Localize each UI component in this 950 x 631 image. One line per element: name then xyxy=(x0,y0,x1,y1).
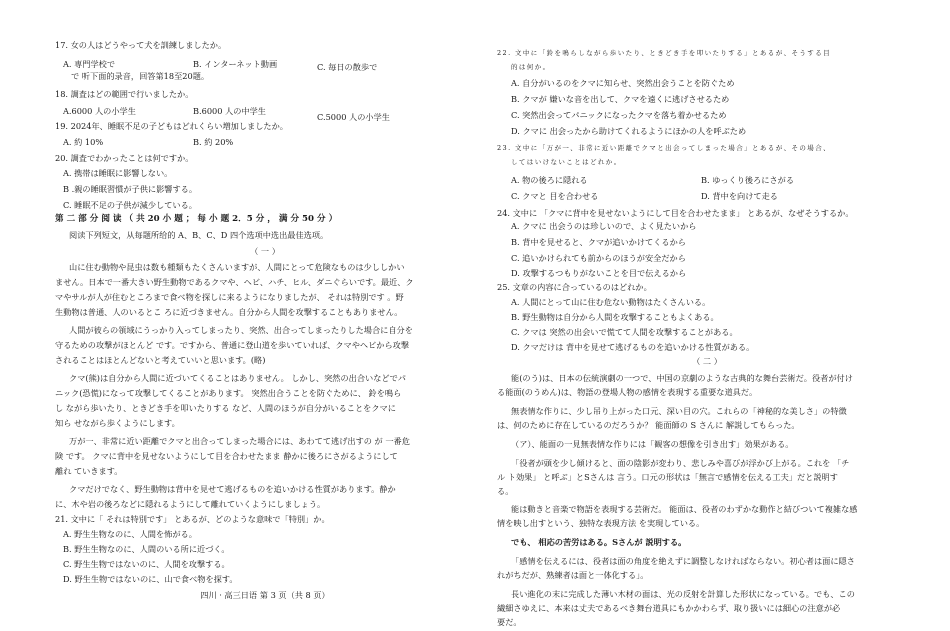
passage2-line: でも、 相応の苦労はある。Sさんが 説明する。 xyxy=(511,537,687,547)
q22-question: 22. 文中に「鈴を鳴らしながら歩いたり、ときどき手を叩いたりする」とあるが、そうする目 xyxy=(497,49,832,57)
q23-option-a: A. 物の後ろに隠れる xyxy=(511,175,588,185)
q24-option-a: A. クマに 出会うのは珍しいので、よく見たいから xyxy=(511,221,697,231)
q21-option-b: B. 野生生物なのに、人間のいる所に近づく。 xyxy=(63,544,230,554)
q23-option-d: D. 背中を向けて走る xyxy=(701,191,778,201)
passage2-line: 無表情な作りに、少し吊り上がった口元、深い目の穴。これらの「神秘的な美しさ」の特徴 xyxy=(511,406,847,416)
passage2-line: 要だ。 xyxy=(497,617,522,627)
q22-question-cont: 的は何か。 xyxy=(511,63,551,71)
passage1-line: クマ(熊)は自分から人間に近づいてくることはありません。 しかし、突然の出合いなどでパ xyxy=(69,373,406,383)
passage2-line: は、何のために存在しているのだろうか？ 能面師の S さんに 解説してもらった。 xyxy=(497,420,800,430)
passage1-line: 生動物は普通、人のいるとこ ろに近づきません。自分から人間を攻撃することもありません。 xyxy=(55,307,403,317)
passage2-label: （ 二 ） xyxy=(692,356,722,366)
q21-question: 21. 文中に「 それは特別です」 とあるが、どのような意味で「特別」か。 xyxy=(55,514,330,524)
q21-option-d: D. 野生生物ではないのに、山で食べ物を探す。 xyxy=(63,574,238,584)
q17-option-b: B. インターネット動画 xyxy=(193,59,278,69)
q18-option-b: B.6000 人の中学生 xyxy=(193,106,266,116)
passage1-line: ニック(恐慌)になって攻撃してくることがあります。 突然出合うことを防ぐために、 鈴を鳴ら xyxy=(55,388,402,398)
q25-question: 25. 文章の内容に合っているのはどれか。 xyxy=(497,282,652,292)
q25-option-d: D. クマだけは 背中を見せて逃げるものを追いかける性質がある。 xyxy=(511,342,755,352)
passage1-label: （ 一 ） xyxy=(250,246,280,256)
q21-option-a: A. 野生生物なのに、人間を怖がる。 xyxy=(63,529,197,539)
q22-option-c: C. 突然出会ってパニックになったクマを落ち着かせるため xyxy=(511,110,727,120)
q17-option-a: A. 専門学校で xyxy=(63,59,116,69)
q24-option-c: C. 追いかけられても前からのほうが安全だから xyxy=(511,253,686,263)
q20-option-b: B .親の睡眠習慣が子供に影響する。 xyxy=(63,184,198,194)
passage2-line: 能(のう)は、日本の伝統演劇の一つで、中国の京劇のような古典的な舞台芸術だ。役者が付け xyxy=(511,373,853,383)
passage2-line: る。 xyxy=(497,486,514,496)
passage2-line: 長い進化の末に完成した薄い木材の面は、光の反射を計算した形状になっている。でも、この xyxy=(511,589,855,599)
q25-option-c: C. クマは 突然の出会いで慌てて人間を攻撃することがある。 xyxy=(511,327,738,337)
passage2-line: れがちだが、熟練者は面と一体化する」。 xyxy=(497,570,649,580)
passage1-line: マやサルが人が住むところまで食べ物を探しに来るようになりましたが、 それは特別です 。野 xyxy=(55,292,404,302)
passage1-line: クマだけでなく、野生動物は背中を見せて逃げるものを追いかける性質があります。静か xyxy=(69,484,396,494)
q18-question: 18. 調査はどの範囲で行いましたか。 xyxy=(55,89,194,99)
passage1-line: 知ら せながら歩くようにします。 xyxy=(55,418,180,428)
q19-option-b: B. 約 20% xyxy=(193,137,234,147)
right-column xyxy=(497,0,917,631)
q25-option-b: B. 野生動物は自分から人間を攻撃することもよくある。 xyxy=(511,312,719,322)
q17-option-c: C. 毎日の散歩で xyxy=(317,62,378,72)
passage1-line: 山に住む動物や昆虫は数も種類もたくさんいますが、人間にとって危険なものは少ししかい xyxy=(69,262,405,272)
page-footer: 四川 · 高三日语 第 3 页（共 8 页） xyxy=(200,590,330,600)
passage1-line: 万が一、非常に近い距離でクマと出合ってしまった場合には、あわてて逃げ出すの が 一番危 xyxy=(69,436,410,446)
q24-question: 24. 文中に 「クマに背中を見せないようにして目を合わせたまま」 とあるが、なぜそうするか。 xyxy=(497,208,854,218)
listening-note: で 听下面的录音，回答第18至20题。 xyxy=(71,71,210,81)
q18-option-a: A.6000 人の小学生 xyxy=(63,106,136,116)
q22-option-d: D. クマに 出会ったから助けてくれるようにほかの人を呼ぶため xyxy=(511,126,747,136)
passage1-line: 険 です。 クマに背中を見せないようにして目を合わせたまま 静かに後ろにさがるようにして xyxy=(55,451,398,461)
q23-question-cont: してはいけないことはどれか。 xyxy=(511,158,622,166)
passage2-line: 「役者が頭を少し傾けると、面の陰影が変わり、悲しみや喜びが浮かび上がる。これを 「チ xyxy=(511,458,850,468)
q20-option-c: C. 睡眠不足の子供が減少している。 xyxy=(63,200,197,210)
passage2-line: 能は動きと音楽で物語を表現する芸術だ。 能面は、役者のわずかな動作と結びついて複雑な感 xyxy=(511,504,858,514)
passage2-line: 繊細さゆえに、本来は丈夫であるべき舞台道具にもかかわらず、取り扱いには細心の注意が必 xyxy=(497,603,841,613)
passage1-line: 人間が彼らの領域にうっかり入ってしまったり、突然、出合ってしまったりした場合に自分を xyxy=(69,325,413,335)
passage2-line: ル ト効果」 と呼ぶ」とSさんは 言う。口元の形状は「無言で感情を伝える工夫」だと説明す xyxy=(497,472,838,482)
q23-option-c: C. クマと 目を合わせる xyxy=(511,191,599,201)
q24-option-d: D. 攻撃するつもりがないことを目で伝えるから xyxy=(511,268,687,278)
q24-option-b: B. 背中を見せると、クマが追いかけてくるから xyxy=(511,237,686,247)
passage1-line: に、木や岩の後ろなどに隠れるようにして離れていくようにしましょう。 xyxy=(55,499,326,509)
passage2-line: る能面(のうめん)は、物語の登場人物の感情を表現する重要な道具だ。 xyxy=(497,387,758,397)
q18-option-c: C.5000 人の小学生 xyxy=(317,112,390,122)
passage1-line: されることはほとんどないと考えていいと思います。(略) xyxy=(55,355,266,365)
q20-option-a: A. 携帯は睡眠に影響しない。 xyxy=(63,168,173,178)
passage1-line: し ながら歩いたり、ときどき手を叩いたりする など、人間のほうが自分がいることをクマに xyxy=(55,403,396,413)
q19-option-a: A. 約 10% xyxy=(63,137,104,147)
q21-option-c: C. 野生生物ではないのに、人間を攻撃する。 xyxy=(63,559,230,569)
q23-option-b: B. ゆっくり後ろにさがる xyxy=(701,175,795,185)
q23-question: 23. 文中に「万が一、非常に近い距離でクマと出会ってしまった場合」とあるが、その場合、 xyxy=(497,144,832,152)
passage2-line: （ア）、能面の一見無表情な作りには「観客の想像を引き出す」効果がある。 xyxy=(511,439,794,449)
passage1-line: 離れ ていきます。 xyxy=(55,466,123,476)
passage2-line: 「感情を伝えるには、役者は面の角度を絶えずに調整しなければならない。初心者は面に隠さ xyxy=(511,556,855,566)
q20-question: 20. 調査でわかったことは何ですか。 xyxy=(55,153,194,163)
q25-option-a: A. 人間にとって山に住む危ない動物はたくさんいる。 xyxy=(511,297,711,307)
section-instruction: 阅读下列短文，从每题所给的 A、B、C、D 四个选项中选出最佳选项。 xyxy=(69,230,329,240)
q22-option-b: B. クマが 嫌いな音を出して、クマを遠くに逃げさせるため xyxy=(511,94,730,104)
left-column xyxy=(55,0,475,631)
passage2-line: 情を映し出すという、独特な表現方法 を実現している。 xyxy=(497,518,705,528)
q22-option-a: A. 自分がいるのをクマに知らせ、突然出会うことを防ぐため xyxy=(511,78,735,88)
passage1-line: ません。日本で一番大きい野生動物であるクマや、ヘビ、ハチ、ヒル、ダニぐらいです。最近、ク xyxy=(55,277,414,287)
section-title: 第 二 部 分 阅 读 （ 共 20 小 题 ； 每 小 题 2．5 分 ， 满 分 50 分 ） xyxy=(55,214,338,224)
passage1-line: 守るための攻撃がほとんど です。ですから、普通に登山道を歩いていれば、クマやヘビから攻撃 xyxy=(55,340,410,350)
q17-question: 17. 女の人はどうやって犬を訓練しましたか。 xyxy=(55,40,227,50)
q19-question: 19. 2024年、睡眠不足の子どもはどれくらい増加しましたか。 xyxy=(55,121,288,131)
